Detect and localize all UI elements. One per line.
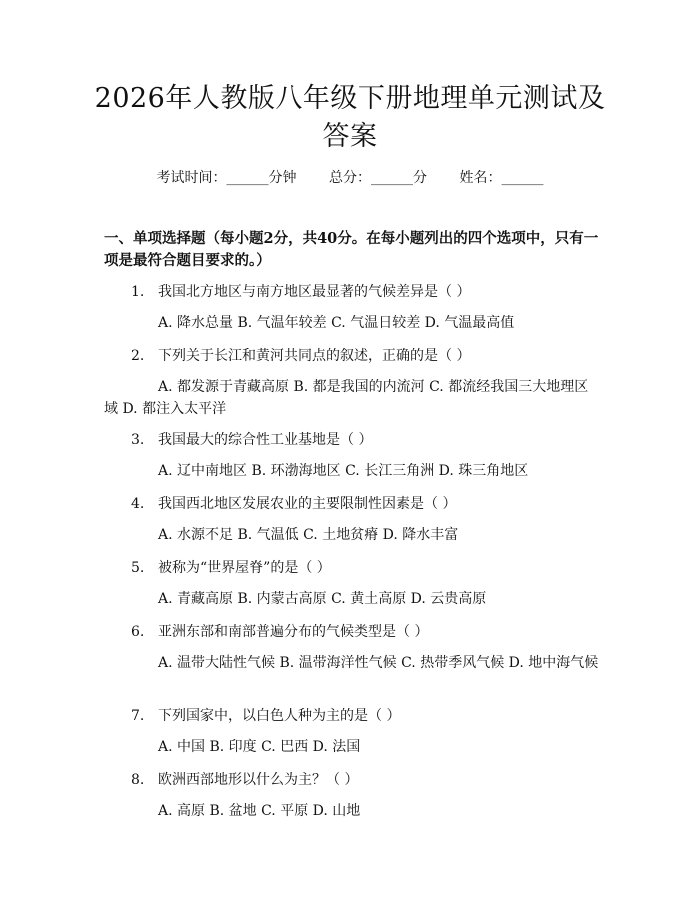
- question-5: [131, 558, 601, 578]
- question-text: 我国北方地区与南方地区最显著的气候差异是（ ）: [158, 284, 471, 300]
- question-number: 5.: [131, 560, 145, 576]
- question-text: 下列关于长江和黄河共同点的叙述，正确的是（ ）: [158, 348, 471, 364]
- question-5-options: A. 青藏高原 B. 内蒙古高原 C. 黄土高原 D. 云贵高原: [158, 591, 487, 607]
- exam-name-field: 姓名：______: [459, 170, 544, 186]
- question-number: 8.: [131, 772, 145, 788]
- question-8-options: A. 高原 B. 盆地 C. 平原 D. 山地: [158, 803, 361, 819]
- question-3-options: A. 辽中南地区 B. 环渤海地区 C. 长江三角洲 D. 珠三角地区: [158, 463, 529, 479]
- exam-time-field: 考试时间：______分钟: [156, 170, 297, 186]
- question-text: 我国最大的综合性工业基地是（ ）: [158, 432, 373, 448]
- question-7-options: A. 中国 B. 印度 C. 巴西 D. 法国: [158, 739, 361, 755]
- question-text: 被称为“世界屋脊”的是（ ）: [158, 560, 331, 576]
- question-8: [131, 770, 601, 790]
- question-text: 下列国家中，以白色人种为主的是（ ）: [158, 708, 401, 724]
- document-title: 2026年人教版八年级下册地理单元测试及答案: [94, 83, 606, 152]
- question-2: [131, 346, 601, 366]
- question-4: [131, 494, 601, 514]
- section-heading: 一、单项选择题（每小题2分，共40分。在每小题列出的四个选项中，只有一项是最符合题目要求的。）: [104, 230, 599, 269]
- question-3: [131, 430, 601, 450]
- question-number: 4.: [131, 496, 145, 512]
- question-number: 3.: [131, 432, 145, 448]
- question-1: [131, 282, 601, 302]
- exam-score-field: 总分：______分: [329, 170, 427, 186]
- question-text: 我国西北地区发展农业的主要限制性因素是（ ）: [158, 496, 457, 512]
- question-4-options: A. 水源不足 B. 气温低 C. 土地贫瘠 D. 降水丰富: [158, 527, 459, 543]
- question-number: 1.: [131, 284, 145, 300]
- question-2-options: A. 都发源于青藏高原 B. 都是我国的内流河 C. 都流经我国三大地理区域 D. 都注入太平洋: [104, 379, 589, 417]
- question-number: 2.: [131, 348, 145, 364]
- exam-info-line: [0, 168, 700, 188]
- question-6: [131, 622, 601, 642]
- question-7: [131, 706, 601, 726]
- question-text: 欧洲西部地形以什么为主？（ ）: [158, 772, 359, 788]
- question-number: 7.: [131, 708, 145, 724]
- question-text: 亚洲东部和南部普遍分布的气候类型是（ ）: [158, 624, 429, 640]
- question-6-options: A. 温带大陆性气候 B. 温带海洋性气候 C. 热带季风气候 D. 地中海气候: [158, 655, 599, 671]
- question-number: 6.: [131, 624, 145, 640]
- question-1-options: A. 降水总量 B. 气温年较差 C. 气温日较差 D. 气温最高值: [158, 315, 515, 331]
